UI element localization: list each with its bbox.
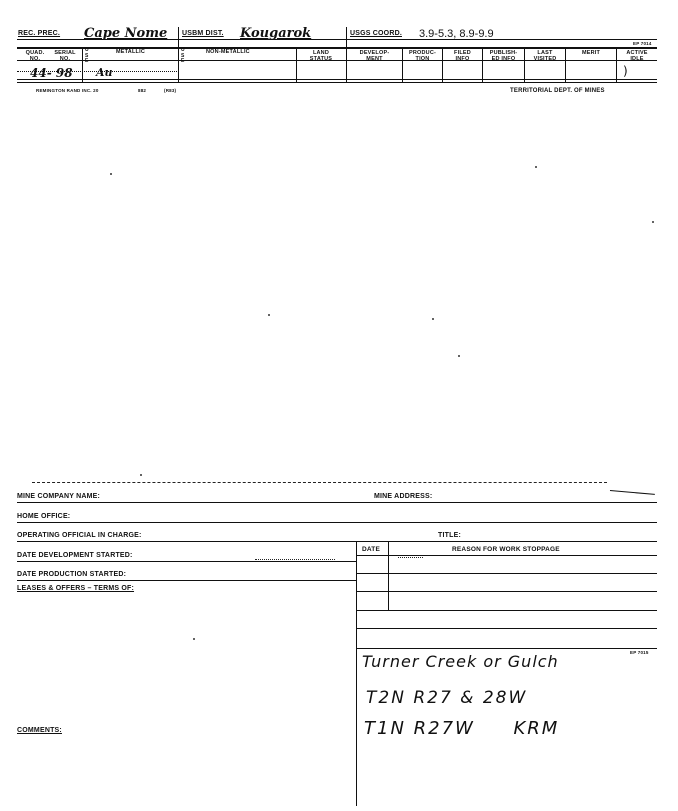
vdiv-metallic [178,27,179,82]
col-published-info: PUBLISH- ED INFO [489,50,518,62]
printer-code: 882 [138,88,147,93]
scan-speck [110,173,112,175]
date-development-label: DATE DEVELOPMENT STARTED: [17,552,133,559]
usbm-dist-label: USBM DIST. [182,30,224,37]
printer-code-2: (R83) [164,88,177,93]
scan-speck [140,474,142,476]
scan-speck [193,638,195,640]
fold-dashed-line [32,482,607,483]
corner-stroke [610,490,655,495]
title-label: TITLE: [438,532,461,539]
scan-speck [432,318,434,320]
date-production-label: DATE PRODUCTION STARTED: [17,571,127,578]
department-imprint: TERRITORIAL DEPT. OF MINES [510,88,605,94]
scan-speck [652,221,654,223]
col-merit: MERIT [581,50,601,56]
metallic-value: Au [96,66,113,79]
serial-no-label: SERIAL NO. [54,50,76,62]
mine-company-label: MINE COMPANY NAME: [17,493,101,500]
rule-stoppage-5 [356,648,657,649]
col-filed-info: FILED INFO [454,50,471,62]
note-township-1: T2N R27 & 28W [366,688,528,708]
date-development-dots [255,559,335,560]
rule-date-production [17,580,356,581]
leases-offers-label: LEASES & OFFERS – TERMS OF: [17,585,135,592]
operating-official-label: OPERATING OFFICIAL IN CHARGE: [17,532,142,539]
scan-speck [268,314,270,316]
col-active-idle: ACTIVE IDLE [626,50,648,62]
comments-label: COMMENTS: [17,727,62,734]
rule-stoppage-3 [356,610,657,611]
vdiv-quad-serial [82,47,83,82]
date-column-divider [388,541,389,611]
scan-speck [535,166,537,168]
quad-no-label: QUAD. NO. [25,50,45,62]
home-office-label: HOME OFFICE: [17,513,71,520]
header-mid-rule [17,47,657,49]
rule-home-office [17,522,657,523]
rule-date-development [17,561,356,562]
note-creek-name: Turner Creek or Gulch [362,652,559,671]
rule-stoppage-1 [356,573,657,574]
col-last-visited: LAST VISITED [533,50,557,62]
use-letters-nonmetallic: U S E [181,47,185,64]
rule-operating-official [17,541,657,542]
header-bottom-rule [17,79,657,80]
date-column-label: DATE [362,546,381,553]
rule-stoppage-2 [356,591,657,592]
rec-prec-value: Cape Nome [84,26,168,41]
use-letters-metallic: U S E [85,47,89,64]
non-metallic-label: NON-METALLIC [206,49,250,55]
scan-speck [458,355,460,357]
header-base-rule [17,82,657,83]
quad-serial-value: 44- 98 [30,66,73,80]
mine-address-label: MINE ADDRESS: [374,493,433,500]
active-idle-mark: ) [623,64,628,78]
usbm-dist-value: Kougarok [240,26,312,41]
metallic-label: METALLIC [116,49,145,55]
printer-imprint: REMINGTON RAND INC. 20 [36,88,99,93]
col-development: DEVELOP- MENT [359,50,390,62]
rec-prec-label: REC. PREC. [18,30,61,37]
col-production: PRODUC- TION [408,50,437,62]
rule-stoppage-header [356,555,657,556]
stoppage-dots [398,557,423,558]
form-number-bottom: EP 7015 [630,650,649,655]
usgs-coord-value: 3.9-5.3, 8.9-9.9 [419,28,494,40]
form-number-top: EP 7014 [633,41,652,46]
rule-stoppage-4 [356,628,657,629]
rule-mine-company [17,502,657,503]
usgs-coord-label: USGS COORD. [350,30,402,37]
note-township-2: T1N R27W KRM [364,718,560,739]
vdiv-land-status [296,47,297,82]
right-column-divider [356,541,357,806]
land-status-label: LAND STATUS [309,50,333,62]
reason-stoppage-label: REASON FOR WORK STOPPAGE [452,546,560,553]
